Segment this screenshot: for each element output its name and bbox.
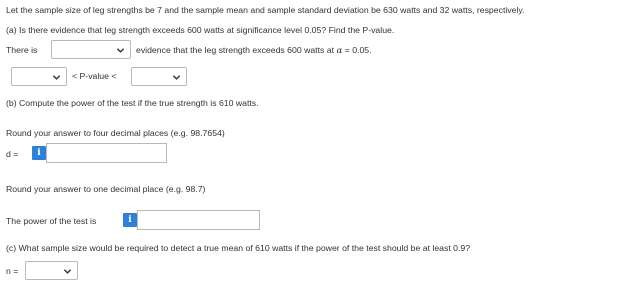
chevron-down-icon <box>52 73 61 82</box>
chevron-down-icon <box>172 73 181 82</box>
n-label: n = <box>6 266 19 276</box>
evidence-select[interactable] <box>51 40 131 59</box>
sample-size-select[interactable] <box>25 261 78 280</box>
power-input[interactable] <box>137 210 260 230</box>
round-four-instruction: Round your answer to four decimal places (e.g. 98.7654) <box>6 128 225 138</box>
alpha-symbol: α <box>336 46 343 56</box>
evidence-text <box>136 45 372 56</box>
less-than-left: < <box>72 71 78 81</box>
d-label: d = <box>6 149 19 159</box>
pvalue-label: P-value <box>79 71 109 81</box>
part-a-question: (a) Is there evidence that leg strength exceeds 600 watts at significance level 0.05? Find the P-value. <box>6 25 395 35</box>
power-label: The power of the test is <box>6 216 97 226</box>
d-input[interactable] <box>46 143 167 163</box>
chevron-down-icon <box>63 267 72 276</box>
chevron-down-icon <box>116 46 125 55</box>
pvalue-lower-select[interactable] <box>11 67 67 86</box>
pvalue-upper-select[interactable] <box>131 67 187 86</box>
evidence-text-label: evidence that the leg strength exceeds 600 watts at <box>136 45 335 55</box>
info-icon[interactable]: i <box>32 146 46 160</box>
pvalue-inequality <box>72 71 116 81</box>
alpha-value: = 0.05. <box>344 45 372 55</box>
less-than-right: < <box>111 71 117 81</box>
there-is-label: There is <box>6 45 38 55</box>
info-icon[interactable]: i <box>123 213 137 227</box>
round-one-instruction: Round your answer to one decimal place (e.g. 98.7) <box>6 184 206 194</box>
part-c-question: (c) What sample size would be required to detect a true mean of 610 watts if the power of the test should be at least 0.9? <box>6 243 471 253</box>
problem-intro: Let the sample size of leg strengths be 7 and the sample mean and sample standard deviation be 630 watts and 32 watts, respectively. <box>6 5 525 15</box>
part-b-question: (b) Compute the power of the test if the true strength is 610 watts. <box>6 98 259 108</box>
